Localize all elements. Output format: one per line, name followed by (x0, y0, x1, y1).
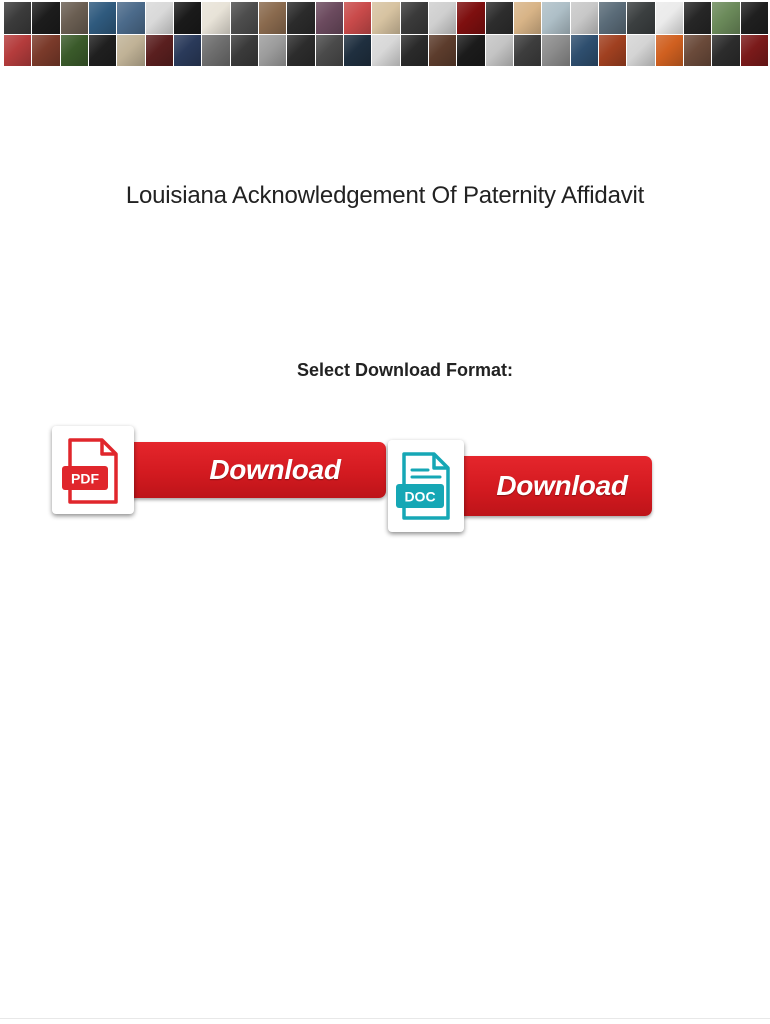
album-cover-tile (174, 2, 201, 34)
download-button-label: Download (209, 454, 341, 485)
album-cover-tile (627, 35, 654, 67)
download-pdf-button[interactable] (52, 426, 341, 518)
album-cover-tile (344, 35, 371, 67)
album-cover-tile (287, 2, 314, 34)
album-cover-tile (712, 35, 739, 67)
select-format-label: Select Download Format: (296, 360, 514, 380)
album-cover-tile (599, 35, 626, 67)
album-cover-tile (259, 35, 286, 67)
album-cover-tile (684, 2, 711, 34)
pdf-badge-text: PDF (71, 470, 99, 487)
album-cover-tile (344, 2, 371, 34)
album-cover-tile (146, 2, 173, 34)
album-cover-tile (89, 2, 116, 34)
album-cover-tile (401, 2, 428, 34)
album-cover-tile (486, 2, 513, 34)
album-cover-tile (259, 2, 286, 34)
album-cover-tile (684, 35, 711, 67)
album-cover-tile (316, 35, 343, 67)
album-cover-tile (117, 35, 144, 67)
album-cover-tile (457, 2, 484, 34)
album-cover-tile (61, 35, 88, 67)
scan-artifact-line (0, 1018, 770, 1019)
doc-badge-text: DOC (404, 488, 436, 505)
album-cover-tile (174, 35, 201, 67)
album-cover-tile (202, 2, 229, 34)
album-cover-tile (4, 2, 31, 34)
download-button-bar[interactable] (442, 456, 652, 516)
album-cover-tile (146, 35, 173, 67)
album-cover-tile (287, 35, 314, 67)
download-doc-button[interactable] (388, 440, 654, 534)
album-cover-tile (571, 2, 598, 34)
album-cover-tile (486, 35, 513, 67)
album-cover-tile (401, 35, 428, 67)
download-button-bar[interactable] (124, 442, 386, 498)
pdf-file-icon (52, 426, 134, 514)
album-cover-tile (542, 35, 569, 67)
album-cover-tile (89, 35, 116, 67)
album-cover-tile (741, 35, 768, 67)
album-cover-tile (542, 2, 569, 34)
album-cover-tile (4, 35, 31, 67)
album-cover-tile (32, 2, 59, 34)
doc-file-icon (388, 440, 464, 532)
album-cover-tile (571, 35, 598, 67)
page-title: Louisiana Acknowledgement Of Paternity Affidavit (125, 182, 645, 209)
album-cover-tile (32, 35, 59, 67)
pdf-file-icon-graphic (52, 426, 134, 514)
doc-file-icon-graphic (388, 440, 464, 532)
album-cover-tile (627, 2, 654, 34)
album-cover-tile (457, 35, 484, 67)
album-cover-tile (372, 2, 399, 34)
album-cover-tile (117, 2, 144, 34)
album-cover-tile (712, 2, 739, 34)
album-cover-tile (61, 2, 88, 34)
album-cover-tile (514, 35, 541, 67)
album-cover-tile (656, 35, 683, 67)
download-button-label: Download (496, 470, 628, 501)
album-cover-tile (372, 35, 399, 67)
album-cover-tile (656, 2, 683, 34)
album-cover-tile (231, 35, 258, 67)
album-cover-tile (316, 2, 343, 34)
album-cover-tile (429, 2, 456, 34)
album-cover-tile (231, 2, 258, 34)
album-cover-banner (4, 2, 768, 66)
album-cover-tile (741, 2, 768, 34)
album-cover-tile (429, 35, 456, 67)
album-cover-tile (514, 2, 541, 34)
album-cover-tile (599, 2, 626, 34)
album-cover-tile (202, 35, 229, 67)
